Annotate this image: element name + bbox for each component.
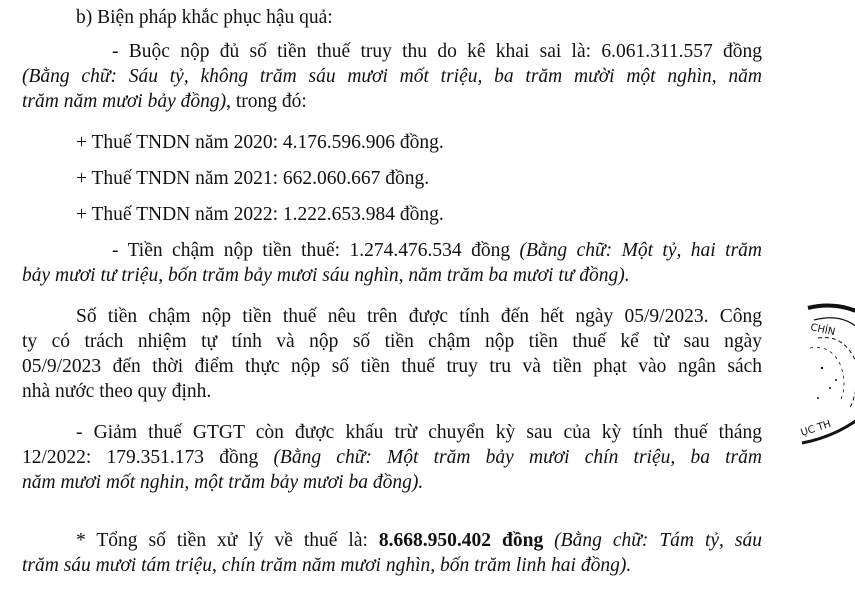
item-1-text: - Buộc nộp đủ số tiền thuế truy thu do kê khai sai là: 6.061.311.557 đồng	[112, 41, 762, 62]
late-paragraph-text-1: Số tiền chậm nộp tiền thuế nêu trên được tính đến hết ngày 05/9/2023. Công	[76, 306, 762, 327]
item-1-trailer: , trong đó:	[226, 91, 307, 112]
total-words-part2: trăm sáu mươi tám triệu, chín trăm năm mươi nghìn, bốn trăm linh hai đồng).	[22, 555, 632, 576]
sub-item-2021	[76, 166, 726, 191]
seal-text-top: CHÍN	[809, 322, 837, 339]
item-2-line-1	[112, 238, 762, 263]
item-3-line-2	[22, 445, 762, 470]
sub-item-2021-text: + Thuế TNDN năm 2021: 662.060.667 đồng.	[76, 168, 430, 189]
item-1-line-2	[22, 64, 762, 89]
sub-item-2022-text: + Thuế TNDN năm 2022: 1.222.653.984 đồng.	[76, 204, 444, 225]
late-paragraph-line-4	[22, 379, 672, 404]
late-paragraph-text-2: ty có trách nhiệm tự tính và nộp số tiền chậm nộp tiền thuế kể từ sau ngày	[22, 331, 762, 352]
item-2-words-part1: (Bằng chữ: Một tỷ, hai trăm	[519, 240, 762, 261]
total-prefix: * Tổng số tiền xử lý về thuế là:	[76, 530, 379, 551]
total-amount: 8.668.950.402 đồng	[378, 530, 544, 551]
late-paragraph-text-3: 05/9/2023 đến thời điểm thực nộp số tiền thuế truy tru và tiền phạt vào ngân sách	[22, 356, 762, 377]
sub-item-2022	[76, 202, 726, 227]
total-words-part1: (Bằng chữ: Tám tỷ, sáu	[543, 530, 762, 551]
item-3-text-2: 12/2022: 179.351.173 đồng	[22, 447, 274, 468]
item-2-words-part2: bảy mươi tư triệu, bốn trăm bảy mươi sáu nghìn, năm trăm ba mươi tư đồng).	[22, 265, 630, 286]
item-2-line-2	[22, 263, 672, 288]
item-3-words-part2: năm mươi mốt nghin, một trăm bảy mươi ba đồng).	[22, 472, 424, 493]
item-1-line-1	[112, 39, 762, 64]
seal-icon	[800, 298, 855, 448]
sub-item-2020-text: + Thuế TNDN năm 2020: 4.176.596.906 đồng.	[76, 132, 444, 153]
late-paragraph-line-1	[76, 304, 762, 329]
item-3-line-3	[22, 470, 672, 495]
official-seal-stamp	[800, 298, 855, 448]
item-1-words-part2: trăm năm mươi bảy đồng)	[22, 91, 227, 112]
late-paragraph-line-2	[22, 329, 762, 354]
total-line-2	[22, 553, 672, 578]
section-heading	[76, 5, 726, 30]
section-heading-text: b) Biện pháp khắc phục hậu quả:	[76, 7, 333, 28]
item-1-words-part1: (Bằng chữ: Sáu tỷ, không trăm sáu mươi mốt triệu, ba trăm mười một nghìn, năm	[22, 66, 762, 87]
sub-item-2020	[76, 130, 726, 155]
item-1-line-3	[22, 89, 672, 114]
item-2-text: - Tiền chậm nộp tiền thuế: 1.274.476.534 đồng	[112, 240, 520, 261]
item-3-line-1	[76, 420, 762, 445]
late-paragraph-text-4: nhà nước theo quy định.	[22, 381, 212, 402]
late-paragraph-line-3	[22, 354, 762, 379]
seal-text-bottom: ỤC TH	[800, 418, 833, 439]
item-3-text-1: - Giảm thuế GTGT còn được khấu trừ chuyển kỳ sau của kỳ tính thuế tháng	[76, 422, 762, 443]
item-3-words-part1: (Bằng chữ: Một trăm bảy mươi chín triệu, ba trăm	[273, 447, 762, 468]
total-line-1	[76, 528, 762, 553]
